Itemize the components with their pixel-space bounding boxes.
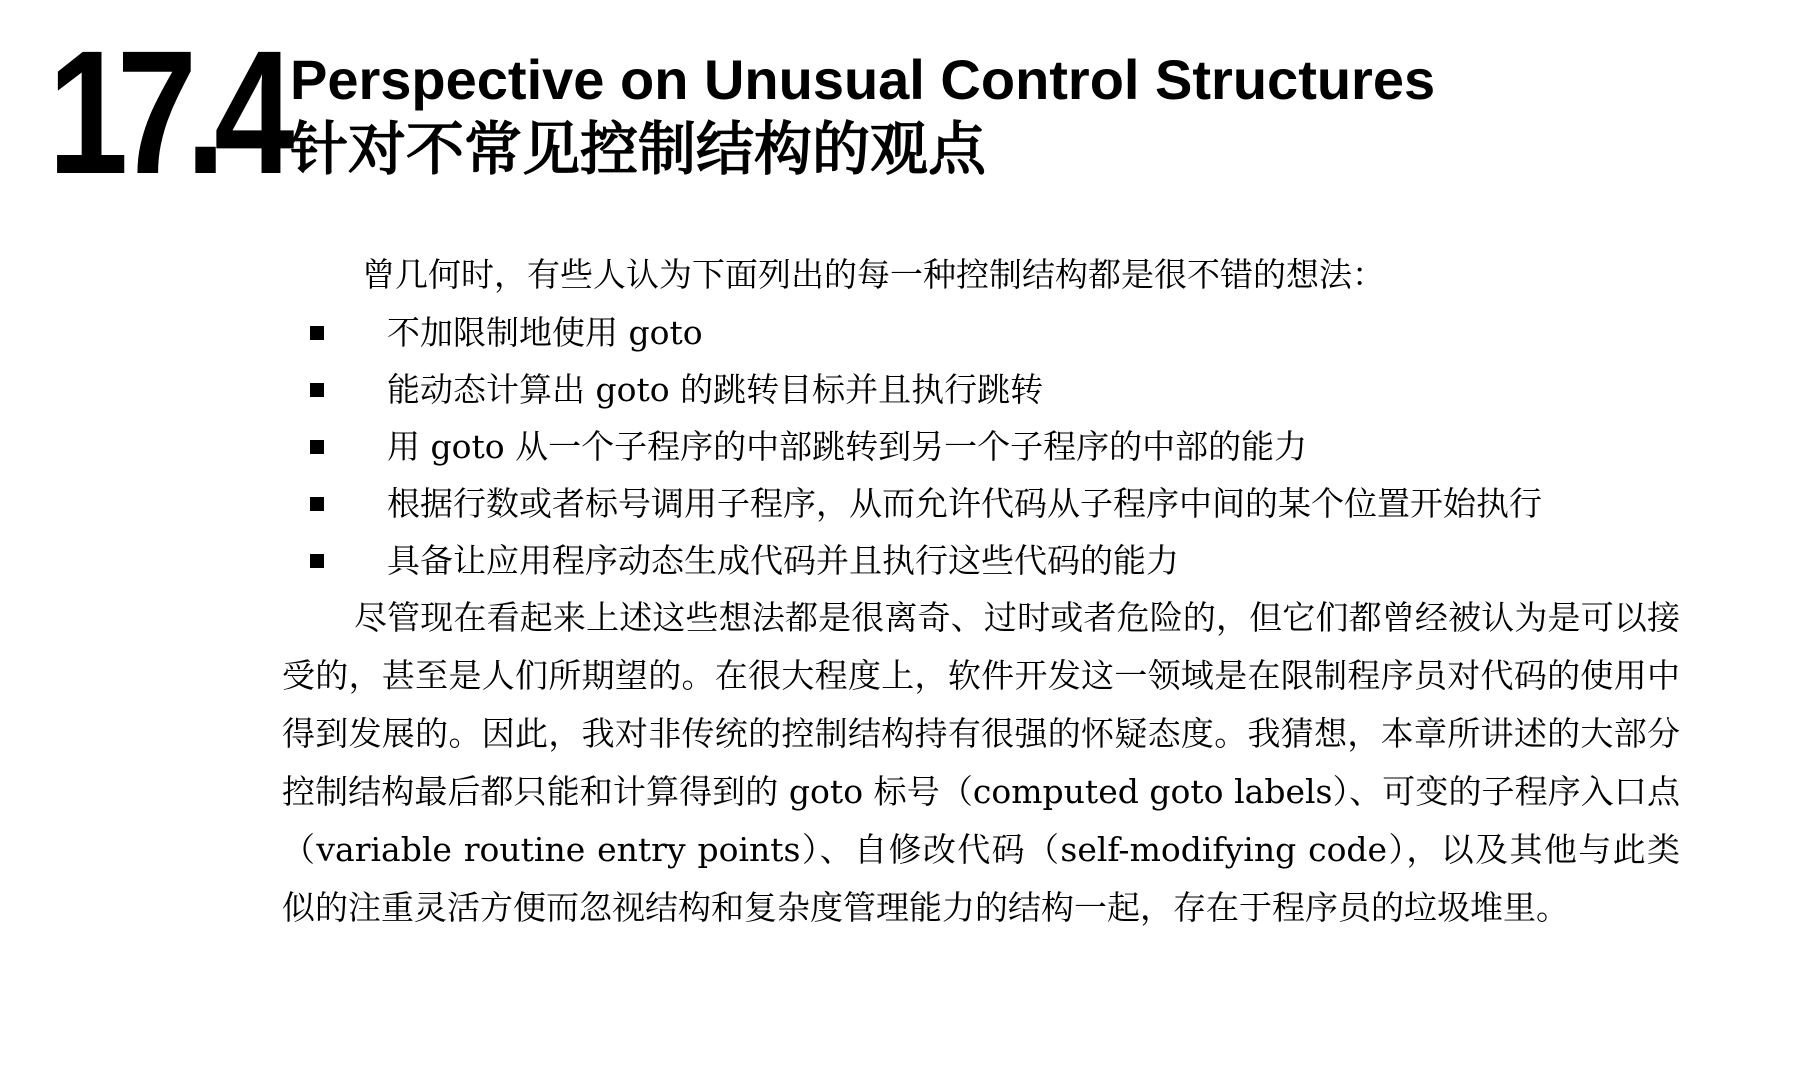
- list-item: [282, 532, 1680, 589]
- body-paragraph: 尽管现在看起来上述这些想法都是很离奇、过时或者危险的，但它们都曾经被认为是可以接受的，甚至是人们所期望的。在很大程度上，软件开发这一领域是在限制程序员对代码的使用中得到发展的。因此，我对非传统的控制结构持有很强的怀疑态度。我猜想，本章所讲述的大部分控制结构最后都只能和计算得到的 goto 标号（computed goto labels）、可变的子程序入口点（variable routine entry points）、自修改代码（self-modifying code），以及其他与此类似的注重灵活方便而忽视结构和复杂度管理能力的结构一起，存在于程序员的垃圾堆里。: [282, 598, 1680, 927]
- bullet-square-icon: [310, 326, 324, 340]
- list-item-text: 能动态计算出 goto 的跳转目标并且执行跳转: [387, 370, 1044, 409]
- section-title-chinese: 针对不常见控制结构的观点: [290, 115, 987, 183]
- list-item-text: 用 goto 从一个子程序的中部跳转到另一个子程序的中部的能力: [387, 427, 1308, 466]
- section-titles: [290, 38, 1435, 186]
- bullet-square-icon: [310, 440, 324, 454]
- bullet-square-icon: [310, 554, 324, 568]
- list-item: [282, 304, 1680, 361]
- list-item: [282, 361, 1680, 418]
- bullet-square-icon: [310, 383, 324, 397]
- list-item: [282, 475, 1680, 532]
- list-item-text: 具备让应用程序动态生成代码并且执行这些代码的能力: [387, 541, 1179, 580]
- list-item-text: 根据行数或者标号调用子程序，从而允许代码从子程序中间的某个位置开始执行: [387, 484, 1542, 523]
- section-number: 17.4: [48, 15, 283, 211]
- section-body: [282, 246, 1680, 937]
- bullet-list: [282, 304, 1680, 589]
- section-heading: [48, 15, 1436, 211]
- section-title-english: Perspective on Unusual Control Structures: [290, 48, 1436, 111]
- list-item-text: 不加限制地使用 goto: [387, 313, 703, 352]
- intro-paragraph: 曾几何时，有些人认为下面列出的每一种控制结构都是很不错的想法：: [362, 255, 1385, 294]
- bullet-square-icon: [310, 497, 324, 511]
- list-item: [282, 418, 1680, 475]
